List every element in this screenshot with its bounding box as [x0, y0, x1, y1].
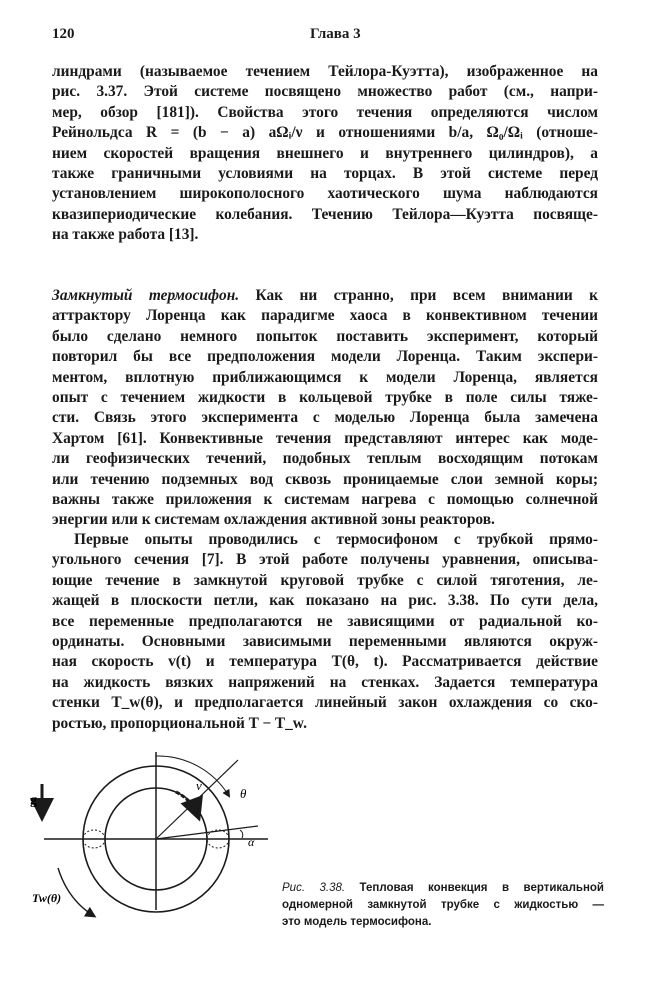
text-line: важны также приложения к системам нагрева с помощью солнечной	[52, 490, 598, 508]
text-line: или течению подземных вод сквозь проницаемые слои земной коры;	[52, 470, 598, 488]
text-line: рис. 3.37. Этой системе посвящено множество работ (см., напри-	[52, 83, 598, 101]
text-line: угольного сечения [7]. В этой работе получены уравнения, описыва-	[52, 551, 598, 569]
figure-caption	[282, 880, 604, 931]
text-line: энергии или к системам охлаждения активной зоны реакторов.	[52, 511, 495, 529]
caption-text: Тепловая конвекция в вертикальной	[359, 882, 604, 894]
paragraph-first-experiments	[52, 530, 598, 734]
text-line: было сделано немного попыток поставить эксперимент, который	[52, 327, 598, 345]
wall-temperature-label: Tw(θ)	[32, 891, 62, 905]
velocity-label: v	[196, 778, 202, 793]
alpha-arc	[240, 830, 243, 838]
text-line: Рейнольдса R = (b − a) aΩᵢ/ν и отношениями b/a, Ω₀/Ωᵢ (отноше-	[52, 124, 598, 142]
caption-label: Рис. 3.38.	[282, 882, 346, 894]
text-line: ли геофизических течений, подобных теплым восходящим потокам	[52, 450, 598, 468]
gravity-label: g	[30, 793, 37, 808]
theta-label: θ	[240, 786, 247, 801]
paragraph-thermosiphon	[52, 286, 598, 531]
page-header	[52, 26, 598, 50]
text-line: стенки T_w(θ), и предполагается линейный закон охлаждения со ско-	[52, 694, 598, 712]
velocity-arrow	[176, 792, 198, 816]
page-number: 120	[52, 26, 75, 42]
text-line: ординаты. Основными зависимыми переменными являются окруж-	[52, 632, 598, 650]
text-line: установлением широкополосного хаотического шума наблюдаются	[52, 185, 598, 203]
text-line: все переменные предполагаются не зависящими от радиальной ко-	[52, 612, 598, 630]
text-line: жащей в плоскости петли, как показано на рис. 3.38. По сути дела,	[52, 592, 598, 610]
text-line: линдрами (называемое течением Тейлора-Куэтта), изображенное на	[52, 63, 598, 80]
text-line	[52, 286, 598, 306]
chapter-title: Глава 3	[310, 26, 361, 42]
text-line: на жидкость вязких напряжений на стенках. Задается температура	[52, 673, 598, 691]
angle-ray	[156, 760, 238, 839]
alpha-label: α	[248, 835, 255, 849]
thermosiphon-diagram	[30, 742, 280, 942]
text-line: Первые опыты проводились с термосифоном с трубкой прямо-	[74, 531, 598, 548]
text-run: Как ни странно, при всем внимании к	[255, 287, 598, 304]
text-line: ная скорость v(t) и температура T(θ, t). Рассматривается действие	[52, 653, 598, 671]
text-line: ментом, вплотную приближающимся к модели Лоренца, является	[52, 368, 598, 386]
text-line: ющие течение в замкнутой круговой трубке с силой тяготения, ле-	[52, 571, 598, 589]
text-line: опыт с течением жидкости в кольцевой трубке в поле силы тяже-	[52, 388, 598, 406]
text-line: повторил бы все предположения модели Лоренца. Таким экспери-	[52, 348, 598, 366]
paragraph-taylor-couette	[52, 62, 598, 246]
text-line: на также работа [13].	[52, 226, 199, 244]
text-line: мер, обзор [181]). Свойства этого течения определяются числом	[52, 103, 598, 121]
text-line: Хартом [61]. Конвективные течения представляют интерес как моде-	[52, 429, 598, 447]
text-line: сти. Связь этого эксперимента с моделью Лоренца была замечена	[52, 409, 598, 427]
caption-line: это модель термосифона.	[282, 916, 432, 928]
text-line: квазипериодические колебания. Течению Тейлора—Куэтта посвяще-	[52, 205, 598, 223]
section-heading: Замкнутый термосифон.	[52, 287, 240, 304]
thermosiphon-figure	[30, 742, 280, 942]
text-line: также граничными условиями на торцах. В этой системе перед	[52, 164, 598, 182]
text-line: ростью, пропорциональной T − T_w.	[52, 714, 307, 732]
caption-line	[282, 880, 604, 897]
caption-line: одномерной замкнутой трубке с жидкостью —	[282, 899, 604, 911]
text-line: нием скоростей вращения внешнего и внутреннего цилиндров), а	[52, 144, 598, 162]
wall-temperature-arrow	[58, 868, 94, 916]
text-line: аттрактору Лоренца как парадигме хаоса в конвективном течении	[52, 307, 598, 325]
